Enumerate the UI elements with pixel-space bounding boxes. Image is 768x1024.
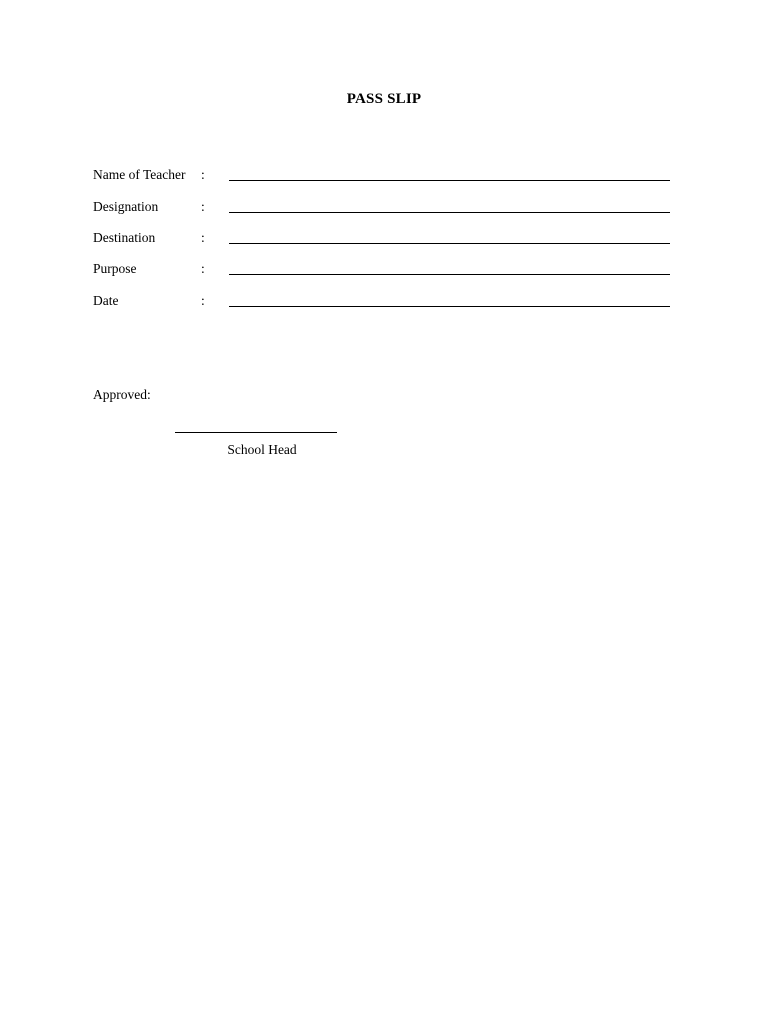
field-colon: : [201, 167, 205, 182]
field-label-name-of-teacher: Name of Teacher [93, 167, 186, 182]
field-colon: : [201, 261, 205, 276]
field-label-destination: Destination [93, 230, 156, 245]
date-blank-line[interactable] [229, 306, 670, 307]
approved-label: Approved: [93, 387, 151, 402]
designation-blank-line[interactable] [229, 212, 670, 213]
field-colon: : [201, 230, 205, 245]
field-row-destination [93, 229, 673, 251]
field-label-date: Date [93, 293, 119, 308]
purpose-blank-line[interactable] [229, 274, 670, 275]
field-row-name-of-teacher [93, 166, 673, 188]
field-row-purpose [93, 260, 673, 282]
name-of-teacher-blank-line[interactable] [229, 180, 670, 181]
field-colon: : [201, 199, 205, 214]
school-head-signature-line[interactable] [175, 432, 337, 433]
school-head-caption: School Head [227, 442, 297, 457]
field-label-designation: Designation [93, 199, 159, 214]
field-label-purpose: Purpose [93, 261, 137, 276]
field-row-designation [93, 198, 673, 220]
page-title: PASS SLIP [346, 91, 422, 107]
destination-blank-line[interactable] [229, 243, 670, 244]
field-colon: : [201, 293, 205, 308]
field-row-date [93, 292, 673, 314]
